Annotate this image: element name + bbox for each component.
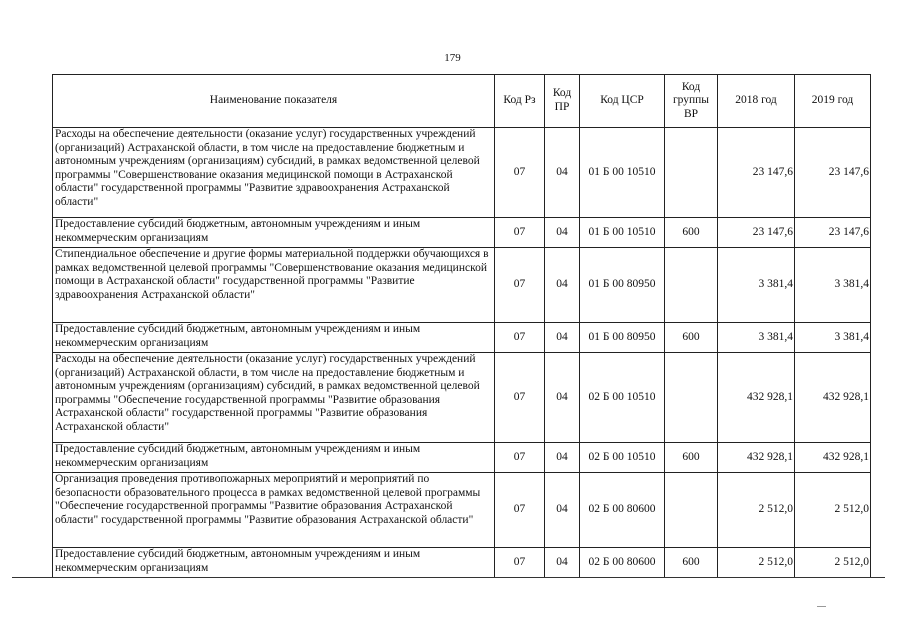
row-pr: 04 (545, 443, 580, 473)
table-row (53, 473, 871, 548)
row-2018: 23 147,6 (718, 218, 795, 248)
page-number: 179 (444, 52, 461, 64)
row-csr: 02 Б 00 10510 (580, 443, 665, 473)
row-vr (665, 353, 718, 443)
row-pr: 04 (545, 128, 580, 218)
header-pr: Код ПР (545, 75, 580, 128)
row-vr: 600 (665, 218, 718, 248)
row-vr (665, 248, 718, 323)
row-name: Расходы на обеспечение деятельности (оказание услуг) государственных учреждений (организаций) Астраханской области, в том числе на предоставление бюджетным и автономным учреждениям (организациям) субсидий, в рамках ведомственной целевой программы "Обеспечение государственной программы "Развитие образования Астраханской области" государственной программы "Развитие образования Астраханской области" (53, 353, 495, 443)
row-vr (665, 128, 718, 218)
row-name: Расходы на обеспечение деятельности (оказание услуг) государственных учреждений (организаций) Астраханской области, в том числе на предоставление бюджетным и автономным учреждениям (организациям) субсидий, в рамках ведомственной целевой программы "Совершенствование оказания медицинской помощи в Астраханской области" государственной программы "Развитие здравоохранения Астраханской области" (53, 128, 495, 218)
row-csr: 02 Б 00 10510 (580, 353, 665, 443)
table-row (53, 323, 871, 353)
row-rz: 07 (495, 323, 545, 353)
row-pr: 04 (545, 218, 580, 248)
table-row (53, 128, 871, 218)
header-2018: 2018 год (718, 75, 795, 128)
row-2019: 3 381,4 (795, 323, 871, 353)
row-rz: 07 (495, 128, 545, 218)
row-csr: 01 Б 00 10510 (580, 218, 665, 248)
row-pr: 04 (545, 353, 580, 443)
table-row (53, 248, 871, 323)
row-2018: 432 928,1 (718, 443, 795, 473)
row-vr: 600 (665, 548, 718, 578)
table-row (53, 353, 871, 443)
row-csr: 01 Б 00 10510 (580, 128, 665, 218)
row-csr: 02 Б 00 80600 (580, 548, 665, 578)
row-2019: 2 512,0 (795, 548, 871, 578)
row-2018: 3 381,4 (718, 323, 795, 353)
row-rz: 07 (495, 248, 545, 323)
table-row (53, 548, 871, 578)
row-2019: 3 381,4 (795, 248, 871, 323)
row-csr: 01 Б 00 80950 (580, 248, 665, 323)
row-name: Предоставление субсидий бюджетным, автономным учреждениям и иным некоммерческим организациям (53, 218, 495, 248)
row-name: Организация проведения противопожарных мероприятий и мероприятий по безопасности образовательного процесса в рамках ведомственной целевой программы "Обеспечение государственной программы "Развитие образования Астраханской области" государственной программы "Развитие образования Астраханской области" (53, 473, 495, 548)
table-row (53, 218, 871, 248)
row-2018: 3 381,4 (718, 248, 795, 323)
row-rz: 07 (495, 473, 545, 548)
row-pr: 04 (545, 248, 580, 323)
header-vr: Код группы ВР (665, 75, 718, 128)
row-2019: 2 512,0 (795, 473, 871, 548)
row-rz: 07 (495, 443, 545, 473)
scan-mark (817, 606, 826, 607)
table-body (53, 128, 871, 578)
row-pr: 04 (545, 473, 580, 548)
row-csr: 02 Б 00 80600 (580, 473, 665, 548)
row-name: Предоставление субсидий бюджетным, автономным учреждениям и иным некоммерческим организациям (53, 443, 495, 473)
table-header (53, 75, 871, 128)
row-2019: 432 928,1 (795, 353, 871, 443)
row-2018: 2 512,0 (718, 548, 795, 578)
row-rz: 07 (495, 218, 545, 248)
row-csr: 01 Б 00 80950 (580, 323, 665, 353)
page-rule (12, 577, 885, 578)
row-2019: 23 147,6 (795, 128, 871, 218)
row-vr: 600 (665, 323, 718, 353)
header-csr: Код ЦСР (580, 75, 665, 128)
header-2019: 2019 год (795, 75, 871, 128)
row-2018: 23 147,6 (718, 128, 795, 218)
row-2019: 23 147,6 (795, 218, 871, 248)
row-vr: 600 (665, 443, 718, 473)
row-pr: 04 (545, 323, 580, 353)
header-rz: Код Рз (495, 75, 545, 128)
row-rz: 07 (495, 548, 545, 578)
row-name: Предоставление субсидий бюджетным, автономным учреждениям и иным некоммерческим организациям (53, 548, 495, 578)
row-name: Предоставление субсидий бюджетным, автономным учреждениям и иным некоммерческим организациям (53, 323, 495, 353)
row-2018: 432 928,1 (718, 353, 795, 443)
row-name: Стипендиальное обеспечение и другие формы материальной поддержки обучающихся в рамках ведомственной целевой программы "Совершенствование оказания медицинской помощи в Астраханской области" государственной программы "Развитие здравоохранения Астраханской области" (53, 248, 495, 323)
header-name: Наименование показателя (53, 75, 495, 128)
row-2018: 2 512,0 (718, 473, 795, 548)
row-pr: 04 (545, 548, 580, 578)
row-rz: 07 (495, 353, 545, 443)
row-2019: 432 928,1 (795, 443, 871, 473)
row-vr (665, 473, 718, 548)
table-row (53, 443, 871, 473)
budget-table (52, 74, 871, 578)
